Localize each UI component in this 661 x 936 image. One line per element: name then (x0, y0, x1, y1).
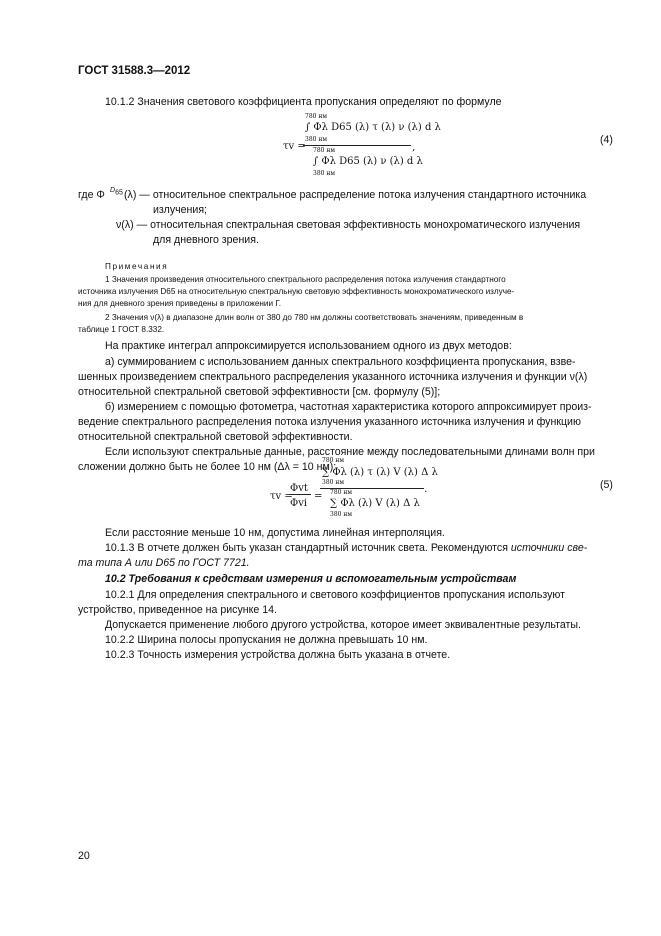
method-b-line-2: ведение спектрального распределения потока излучения указанного источника излучения и функцию (78, 416, 581, 428)
paragraph-10-2-1-line-1: 10.2.1 Для определения спектрального и светового коэффициентов пропускания используют (105, 589, 565, 601)
note-2-a: 2 Значения ν(λ) в диапазоне длин волн от 380 до 780 нм должны соответствовать значениям, приведенным в (105, 313, 524, 322)
formula-5-equals: = (314, 491, 323, 502)
paragraph-any-device: Допускается применение любого другого устройства, которое имеет эквивалентные результаты. (105, 619, 581, 631)
formula-4-fraction-line (303, 145, 411, 146)
document-header: ГОСТ 31588.3—2012 (78, 65, 191, 77)
notes-title: Примечания (105, 262, 169, 271)
paragraph-10-1-3-line-1 (105, 541, 615, 556)
definition-1: (λ) — относительное спектральное распределение потока излучения стандартного источника (124, 189, 587, 201)
method-a-line-2: шенных произведением спектрального распределения указанного источника излучения и функции ν(λ) (78, 371, 588, 383)
method-b-line-3: относительной спектральной световой эффективности. (78, 431, 353, 443)
formula-5-num-lower: 380 нм (322, 479, 345, 486)
paragraph-10-1-3-line-2: та типа А или D65 по ГОСТ 7721. (78, 557, 250, 569)
formula-5-frac-num: Φvt (290, 483, 308, 494)
where-lead: где Φ (78, 189, 105, 201)
paragraph-10-1-2: 10.1.2 Значения светового коэффициента пропускания определяют по формуле (105, 96, 502, 108)
formula-5-den-upper: 780 нм (330, 489, 353, 496)
definition-2-cont: для дневного зрения. (153, 234, 259, 246)
formula-4-num-upper: 780 нм (305, 113, 328, 120)
formula-4-comma: , (412, 141, 416, 153)
formula-5-frac-den: Φvi (290, 498, 308, 509)
paragraph-10-2-1-line-2: устройство, приведенное на рисунке 14. (78, 604, 277, 616)
spectral-data-line-1: Если используют спектральные данные, расстояние между последовательными длинами волн при (105, 446, 595, 458)
interpolation-paragraph: Если расстояние меньше 10 нм, допустима линейная интерполяция. (105, 527, 445, 539)
where-d65-label: $D_{65}$ (110, 187, 123, 197)
formula-5-lhs: τv = (270, 491, 293, 502)
note-1-b: источника излучения D65 на относительную спектральную световую эффективность монохроматического излуче- (78, 287, 515, 296)
paragraph-10-2-3: 10.2.3 Точность измерения устройства должна быть указана в отчете. (105, 649, 451, 661)
definition-1-cont: излучения; (153, 204, 207, 216)
note-2-b: таблице 1 ГОСТ 8.332. (78, 325, 165, 334)
note-1-a: 1 Значения произведения относительного спектрального распределения потока излучения стандартного (105, 275, 506, 284)
definition-2: ν(λ) — относительная спектральная световая эффективность монохроматического излучения (116, 219, 581, 231)
formula-4-den-lower: 380 нм (313, 170, 336, 177)
note-1-c: ния для дневного зрения приведены в приложении Г. (78, 299, 282, 308)
paragraph-10-1-3-italic: источники све- (510, 542, 588, 554)
method-b-line-1: б) измерением с помощью фотометра, частотная характеристика которого аппроксимирует произ- (105, 401, 592, 413)
formula-4-den-upper: 780 нм (313, 147, 336, 154)
formula-5-den-lower: 380 нм (330, 511, 353, 518)
paragraph-10-2-2: 10.2.2 Ширина полосы пропускания не должна превышать 10 нм. (105, 634, 428, 646)
formula-5-dot: . (424, 483, 428, 495)
formula-4-lhs: τv = (283, 141, 306, 152)
formula-4-num-lower: 380 нм (305, 136, 328, 143)
formula-4-numerator: ∫ Φλ D65 (λ) τ (λ) ν (λ) d λ (305, 122, 441, 133)
formula-5-numerator: ∑ Φλ (λ) τ (λ) V (λ) Δ λ (322, 467, 438, 478)
method-a-line-3: относительной спектральной световой эффективности [см. формулу (5)]; (78, 386, 441, 398)
page-number: 20 (78, 850, 90, 862)
formula-5-number: (5) (600, 479, 613, 491)
formula-5-small-fraction-line (289, 494, 311, 495)
section-10-2-heading: 10.2 Требования к средствам измерения и вспомогательным устройствам (105, 573, 517, 585)
spectral-data-line-2: сложении должно быть не более 10 нм (Δλ = 10 нм): (78, 461, 337, 473)
formula-5-denominator: ∑ Φλ (λ) V (λ) Δ λ (330, 498, 420, 509)
formula-4-denominator: ∫ Φλ D65 (λ) ν (λ) d λ (313, 156, 423, 167)
paragraph-10-1-3-text: 10.1.3 В отчете должен быть указан стандартный источник света. Рекомендуются (105, 542, 508, 554)
formula-5-num-upper: 780 нм (322, 457, 345, 464)
definitions-block (78, 187, 614, 246)
methods-intro: На практике интеграл аппроксимируется использованием одного из двух методов: (105, 340, 512, 352)
formula-4-number: (4) (600, 134, 613, 146)
method-a-line-1: а) суммированием с использованием данных спектрального коэффициента пропускания, взве- (105, 356, 576, 368)
